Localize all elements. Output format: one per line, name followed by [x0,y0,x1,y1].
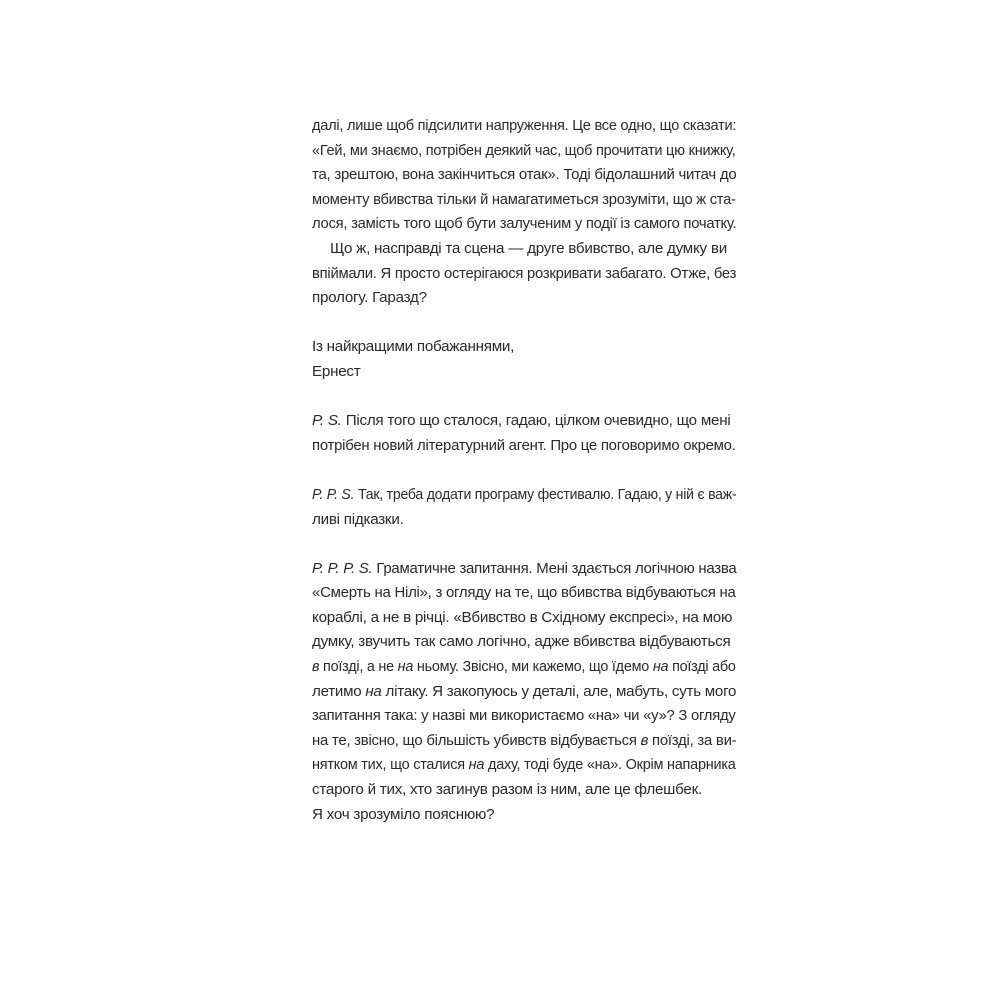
text-run: літаку. Я закопуюсь у деталі, але, мабуть, суть мого [381,682,737,700]
emphasis-word: на [652,658,669,676]
text-line: та, зрештою, вона закінчиться отак». Тоді бідолашний читач до [312,166,737,184]
ppps-text: Граматичне запитання. Мені здається логічною назва [372,559,737,577]
postscript-pps [312,483,736,532]
pps-label: P. P. S. [312,485,355,503]
text-run: ньому. Звісно, ми кажемо, що їдемо [413,658,653,676]
ps-text: Після того що сталося, гадаю, цілком очевидно, що мені [341,412,731,430]
ps-label: P. S. [312,412,342,430]
postscript-ppps [312,557,736,828]
text-line: лося, замість того щоб бути залученим у події із самого початку. [312,215,737,233]
text-line: потрібен новий літературний агент. Про це поговоримо окремо. [312,436,736,454]
text-line: Я хоч зрозуміло пояснюю? [312,805,495,823]
emphasis-word: на [365,682,382,700]
text-line: кораблі, а не в річці. «Вбивство в Східному експресі», на мою [312,608,733,626]
text-line [312,557,737,582]
closing-salutation: Із найкращими побажаннями, [312,338,515,356]
text-line: прологу. Гаразд? [312,289,427,307]
text-line [312,753,736,778]
text-line: Що ж, насправді та сцена — друге вбивство, але думку ви [330,239,727,257]
text-line [312,680,737,705]
paragraph-second-murder [312,237,736,311]
emphasis-word: на [397,658,414,676]
ppps-label: P. P. P. S. [312,559,373,577]
text-run: поїзді, а не [319,658,398,676]
letter-closing [312,335,736,384]
emphasis-word: на [468,756,485,774]
paragraph-intro [312,114,736,237]
spacer [312,385,736,410]
text-run: на те, звісно, що більшість убивств відбувається [312,731,641,749]
text-line [312,729,737,754]
spacer [312,458,736,483]
text-run: летимо [312,682,366,700]
emphasis-word: в [640,731,649,749]
spacer [312,311,736,336]
pps-text: Так, треба додати програму фестивалю. Гадаю, у ній є важ- [354,485,737,503]
book-page [312,114,736,827]
text-line: «Гей, ми знаємо, потрібен деякий час, щоб прочитати цю книжку, [312,141,736,159]
emphasis-word: в [312,658,320,676]
text-line: «Смерть на Нілі», з огляду на те, що вбивства відбуваються на [312,584,736,602]
text-run: нятком тих, що сталися [312,756,469,774]
text-line [312,655,736,680]
text-line: далі, лише щоб підсилити напруження. Це все одно, що сказати: [312,117,737,134]
spacer [312,532,736,557]
text-line: впіймали. Я просто остерігаюся розкривати забагато. Отже, без [312,264,737,282]
postscript-ps [312,409,736,458]
text-line: думку, звучить так само логічно, адже вбивства відбуваються [312,633,731,651]
text-line [312,409,736,434]
text-run: даху, тоді буде «на». Окрім напарника [484,756,736,774]
text-run: поїзді, за ви- [648,731,737,749]
text-line [312,483,737,508]
text-line: моменту вбивства тільки й намагатиметься зрозуміти, що ж ста- [312,190,736,208]
text-line: запитання така: у назві ми використаємо «на» чи «у»? З огляду [312,707,736,725]
text-line: ливі підказки. [312,510,404,528]
text-line: старого й тих, хто загинув разом із ним, але це флешбек. [312,781,702,799]
closing-signature: Ернест [312,362,361,380]
text-run: поїзді або [668,658,736,676]
